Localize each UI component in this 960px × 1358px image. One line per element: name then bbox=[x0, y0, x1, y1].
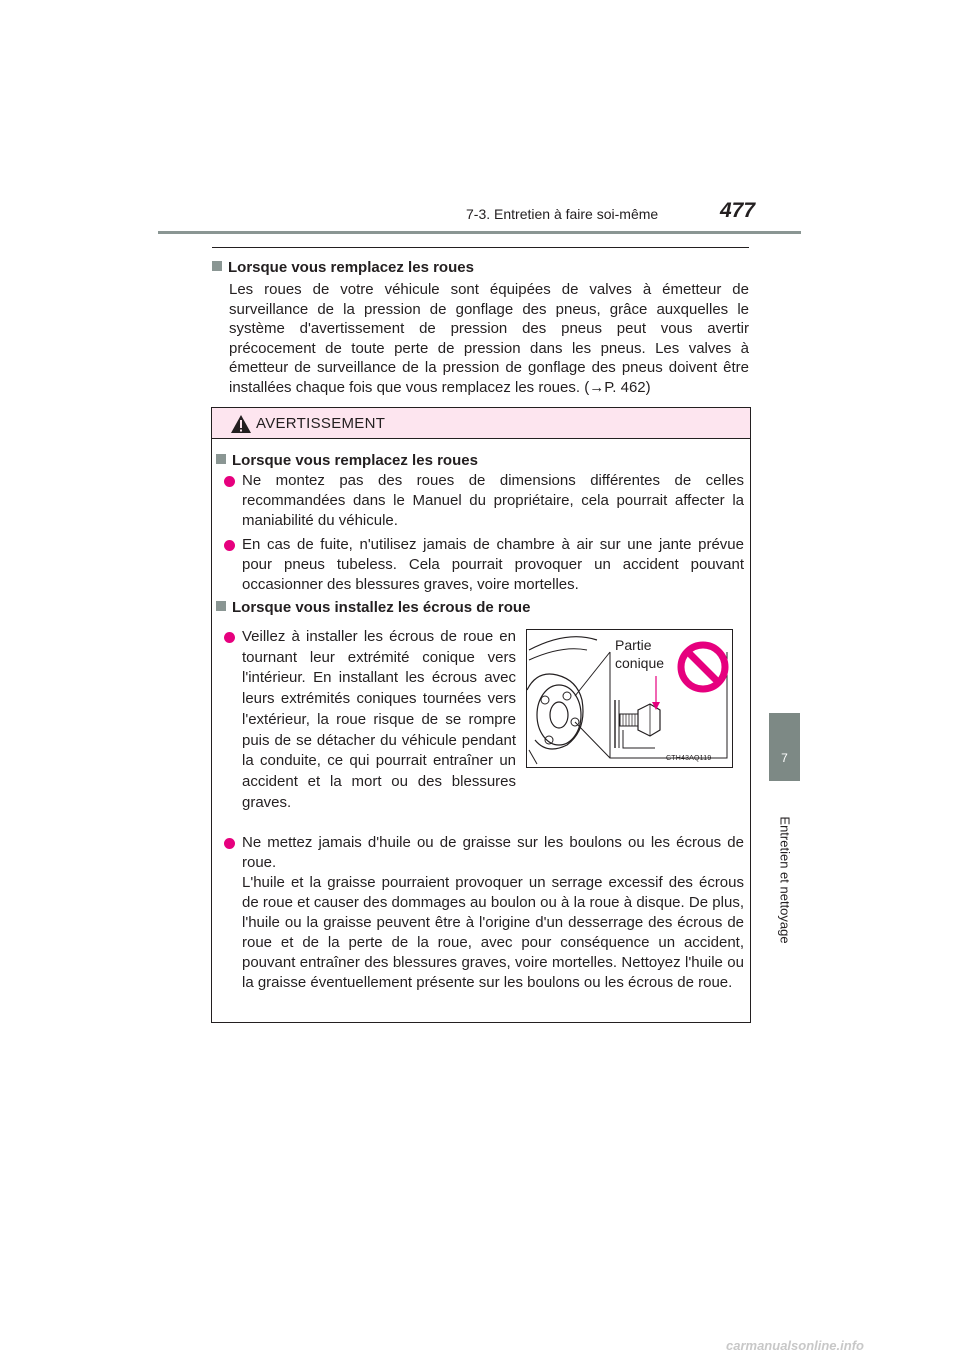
wheel-nut-figure bbox=[526, 629, 733, 768]
figure-label-conique: conique bbox=[615, 655, 665, 671]
figure-label-partie: Partie bbox=[615, 637, 652, 653]
content-rule bbox=[212, 247, 749, 248]
warning-bullet-2-text: En cas de fuite, n'utilisez jamais de chambre à air sur une jante prévue pour pneus tubeless. Cela pourrait provoquer un accident pouvant occasionner des blessures graves, voire mortelles. bbox=[242, 536, 744, 593]
warning-section1-heading-text: Lorsque vous remplacez les roues bbox=[232, 452, 478, 469]
chapter-tab-title bbox=[769, 781, 800, 978]
warning-bullet-1-text: Ne montez pas des roues de dimensions différentes de celles recommandées dans le Manuel du propriétaire, cela pourrait affecter la maniabilité du véhicule. bbox=[242, 472, 744, 529]
warning-bullet-3 bbox=[242, 627, 516, 813]
section-title: 7-3. Entretien à faire soi-même bbox=[466, 206, 659, 222]
warning-header bbox=[212, 408, 750, 439]
warning-bullet-1 bbox=[242, 471, 744, 531]
warning-bullet-4-line1: Ne mettez jamais d'huile ou de graisse sur les boulons ou les écrous de roue. bbox=[242, 834, 744, 871]
intro-body: Les roues de votre véhicule sont équipées de valves à émetteur de surveillance de la pression de gonflage des pneus, grâce auxquelles le système d'avertissement de pression des pneus peut vous avertir précocement de toute perte de pression dans les pneus. Les valves à émetteur de surveillance de la pression de gonflage des pneus doivent être installées chaque fois que vous remplacez les roues. (→P. 462) bbox=[229, 281, 749, 396]
warning-section2-heading-text: Lorsque vous installez les écrous de roue bbox=[232, 599, 531, 616]
header-rule bbox=[158, 231, 801, 234]
bullet-dot-icon bbox=[224, 540, 235, 551]
square-bullet-icon bbox=[216, 601, 226, 611]
bullet-dot-icon bbox=[224, 632, 235, 643]
prohibited-icon bbox=[677, 641, 729, 693]
page-number: 477 bbox=[720, 199, 756, 222]
footer-watermark: carmanualsonline.info bbox=[726, 1338, 864, 1353]
intro-heading bbox=[212, 259, 474, 276]
chapter-tab-number: 7 bbox=[769, 713, 800, 781]
warning-bullet-2 bbox=[242, 535, 744, 595]
figure-code: CTH43AQ119 bbox=[666, 755, 712, 762]
warning-bullet-3-text: Veillez à installer les écrous de roue en tournant leur extrémité conique vers l'intérieur. En installant les écrous avec leurs extrémités coniques tournées vers l'extérieur, la roue risque de se rompre puis de se détacher du véhicule pendant la conduite, ce qui pourrait entraîner un accident et la mort ou des blessures graves. bbox=[242, 628, 516, 811]
chapter-tab-title-text: Entretien et nettoyage bbox=[777, 815, 792, 944]
square-bullet-icon bbox=[212, 261, 222, 271]
warning-section2-heading bbox=[216, 599, 530, 616]
bullet-dot-icon bbox=[224, 476, 235, 487]
square-bullet-icon bbox=[216, 454, 226, 464]
warning-bullet-4 bbox=[242, 833, 744, 993]
warning-section1-heading bbox=[216, 452, 478, 469]
warning-label: AVERTISSEMENT bbox=[256, 415, 386, 432]
warning-triangle-icon bbox=[230, 414, 252, 434]
warning-bullet-4-line2: L'huile et la graisse pourraient provoquer un serrage excessif des écrous de roue et causer des dommages au boulon ou à la roue à disque. De plus, l'huile ou la graisse peuvent être à l'origine d'un desserrage des écrous de roue et de la perte de la roue, avec pour conséquence un accident, pouvant entraîner des blessures graves, voire mortelles. Nettoyez l'huile ou la graisse éventuellement présente sur les boulons ou les écrous de roue. bbox=[242, 874, 744, 991]
intro-heading-text: Lorsque vous remplacez les roues bbox=[228, 259, 474, 276]
bullet-dot-icon bbox=[224, 838, 235, 849]
